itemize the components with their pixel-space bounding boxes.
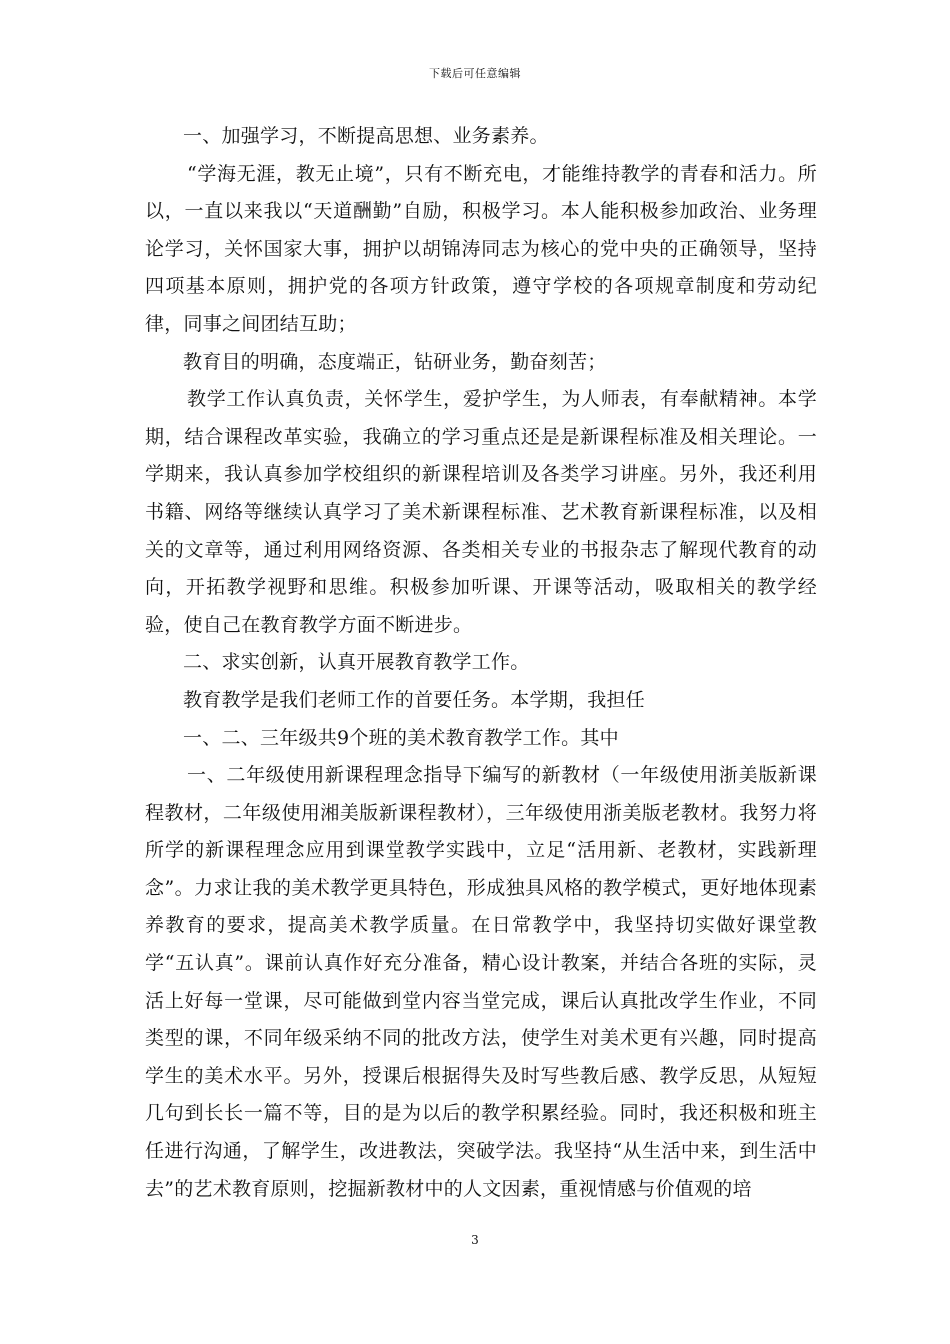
- paragraph: 教育目的明确，态度端正，钻研业务，勤奋刻苦；: [183, 350, 607, 373]
- section-heading-1: 一、加强学习，不断提高思想、业务素养。: [183, 125, 549, 147]
- paragraph: 一、二年级使用新课程理念指导下编写的新教材（一年级使用浙美版新课程教材，二年级使用湘美版新课程教材），三年级使用浙美版老教材。我努力将所学的新课程理念应用到课堂教学实践中，立足“活用新、老教材，实践新理念”。力求让我的美术教学更具特色，形成独具风格的教学模式，更好地体现素养教育的要求，提高美术教学质量。在日常教学中，我坚持切实做好课堂教学“五认真”。课前认真作好充分准备，精心设计教案，并结合各班的实际，灵活上好每一堂课，尽可能做到堂内容当堂完成，课后认真批改学生作业，不同类型的课，不同年级采纳不同的批改方法，使学生对美术更有兴趣，同时提高学生的美术水平。另外，授课后根据得失及时写些教后感、教学反思，从短短几句到长长一篇不等，目的是为以后的教学积累经验。同时，我还积极和班主任进行沟通，了解学生，改进教法，突破学法。我坚持“从生活中来，到生活中去”的艺术教育原则，挖掘新教材中的人文因素，重视情感与价值观的培: [145, 764, 817, 1200]
- page-number: 3: [471, 1233, 479, 1247]
- paragraph: 教育教学是我们老师工作的首要任务。本学期，我担任: [183, 688, 646, 711]
- document-body: [145, 118, 817, 1208]
- page-header-note: 下载后可任意编辑: [429, 67, 521, 80]
- paragraph: 一、二、三年级共9个班的美术教育教学工作。其中: [183, 726, 619, 749]
- paragraph: 教学工作认真负责，关怀学生，爱护学生，为人师表，有奉献精神。本学期，结合课程改革实验，我确立的学习重点还是是新课程标准及相关理论。一学期来，我认真参加学校组织的新课程培训及各类学习讲座。另外，我还利用书籍、网络等继续认真学习了美术新课程标准、艺术教育新课程标准，以及相关的文章等，通过利用网络资源、各类相关专业的书报杂志了解现代教育的动向，开拓教学视野和思维。积极参加听课、开课等活动，吸取相关的教学经验，使自己在教育教学方面不断进步。: [145, 388, 817, 636]
- section-heading-2: 二、求实创新，认真开展教育教学工作。: [183, 651, 530, 674]
- paragraph: “学海无涯，教无止境”，只有不断充电，才能维持教学的青春和活力。所以，一直以来我以“天道酬勤”自励，积极学习。本人能积极参加政治、业务理论学习，关怀国家大事，拥护以胡锦涛同志为核心的党中央的正确领导，坚持四项基本原则，拥护党的各项方针政策，遵守学校的各项规章制度和劳动纪律，同事之间团结互助；: [145, 162, 817, 335]
